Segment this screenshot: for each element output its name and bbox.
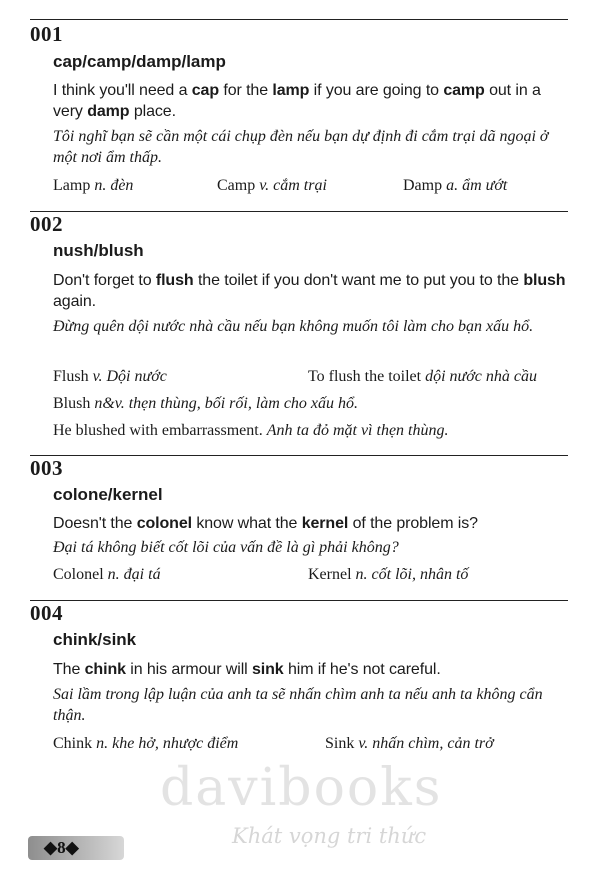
sentence-text: if you are going to [309,82,444,99]
sentence-text: him if he's not careful. [283,661,441,678]
watermark-tagline: Khát vọng tri thức [232,824,427,848]
keyword: chink [84,661,126,678]
keyword: colonel [136,515,192,532]
keyword: damp [87,103,130,120]
entry-example-vi: Sai lầm trong lập luận của anh ta sẽ nhấn chìm anh ta nếu anh ta không cẩn thận. [53,686,543,724]
diamond-icon: ◆ [65,838,79,857]
sentence-text: Don't forget to [53,272,156,289]
sentence-text: in his armour will [125,661,252,678]
vocab-item: He blushed with embarrassment. Anh ta đỏ mặt vì thẹn thùng. [53,422,449,439]
sentence-text: The [53,661,85,678]
vocab-item: Flush v. Dội nước [53,368,167,385]
entry-title: cap/camp/damp/lamp [53,52,226,71]
entry-number: 002 [30,212,63,236]
vocab-item: Kernel n. cốt lõi, nhân tố [308,566,469,583]
entry-example-vi: Đại tá không biết cốt lõi của vấn đề là gì phải không? [53,539,399,556]
entry-title: chink/sink [53,630,137,649]
vocab-item: Camp v. cắm trại [217,177,327,194]
vocab-item: Colonel n. đại tá [53,566,161,583]
keyword: lamp [272,82,310,99]
sentence-text: again. [53,293,96,310]
entry-number: 004 [30,601,63,625]
sentence-text: the toilet if you don't want me to put you to the [193,272,524,289]
entry-divider [30,600,568,601]
entry-example-en [53,270,573,312]
entry-example-en [53,659,573,680]
vocab-item: Chink n. khe hở, nhược điểm [53,735,239,752]
sentence-text: I think you'll need a [53,82,192,99]
vocab-item: Lamp n. đèn [53,177,134,194]
entry-title: colone/kernel [53,485,163,504]
entry-example-vi: Đừng quên dội nước nhà cầu nếu bạn không muốn tôi làm cho bạn xấu hổ. [53,318,534,335]
entry-divider [30,455,568,456]
keyword: kernel [301,515,349,532]
vocab-item: To flush the toilet dội nước nhà cầu [308,368,538,385]
vocab-item: Blush n&v. thẹn thùng, bối rối, làm cho xấu hổ. [53,395,359,412]
keyword: flush [155,272,194,289]
sentence-text: place. [129,103,176,120]
entry-divider [30,211,568,212]
diamond-icon: ◆ [44,838,58,857]
keyword: blush [523,272,566,289]
entry-example-en [53,80,573,122]
sentence-text: for the [219,82,273,99]
entry-example-vi: Tôi nghĩ bạn sẽ cần một cái chụp đèn nếu bạn dự định đi cắm trại dã ngoại ở một nơi ẩm thấp. [53,128,549,166]
entry-example-en [53,513,573,534]
keyword: cap [191,82,220,99]
sentence-text: of the problem is? [348,515,478,532]
page-number: ◆8◆ [44,838,79,857]
entry-number: 003 [30,456,63,480]
vocab-item: Sink v. nhấn chìm, cản trở [325,735,494,752]
watermark-logo: davibooks [160,758,443,818]
sentence-text: Doesn't the [53,515,137,532]
entry-title: nush/blush [53,241,144,260]
sentence-text: out in a very [53,82,541,120]
sentence-text: know what the [192,515,302,532]
keyword: camp [443,82,485,99]
vocab-item: Damp a. ẩm ướt [403,177,508,194]
keyword: sink [251,661,284,678]
entry-number: 001 [30,22,63,46]
entry-divider [30,19,568,20]
